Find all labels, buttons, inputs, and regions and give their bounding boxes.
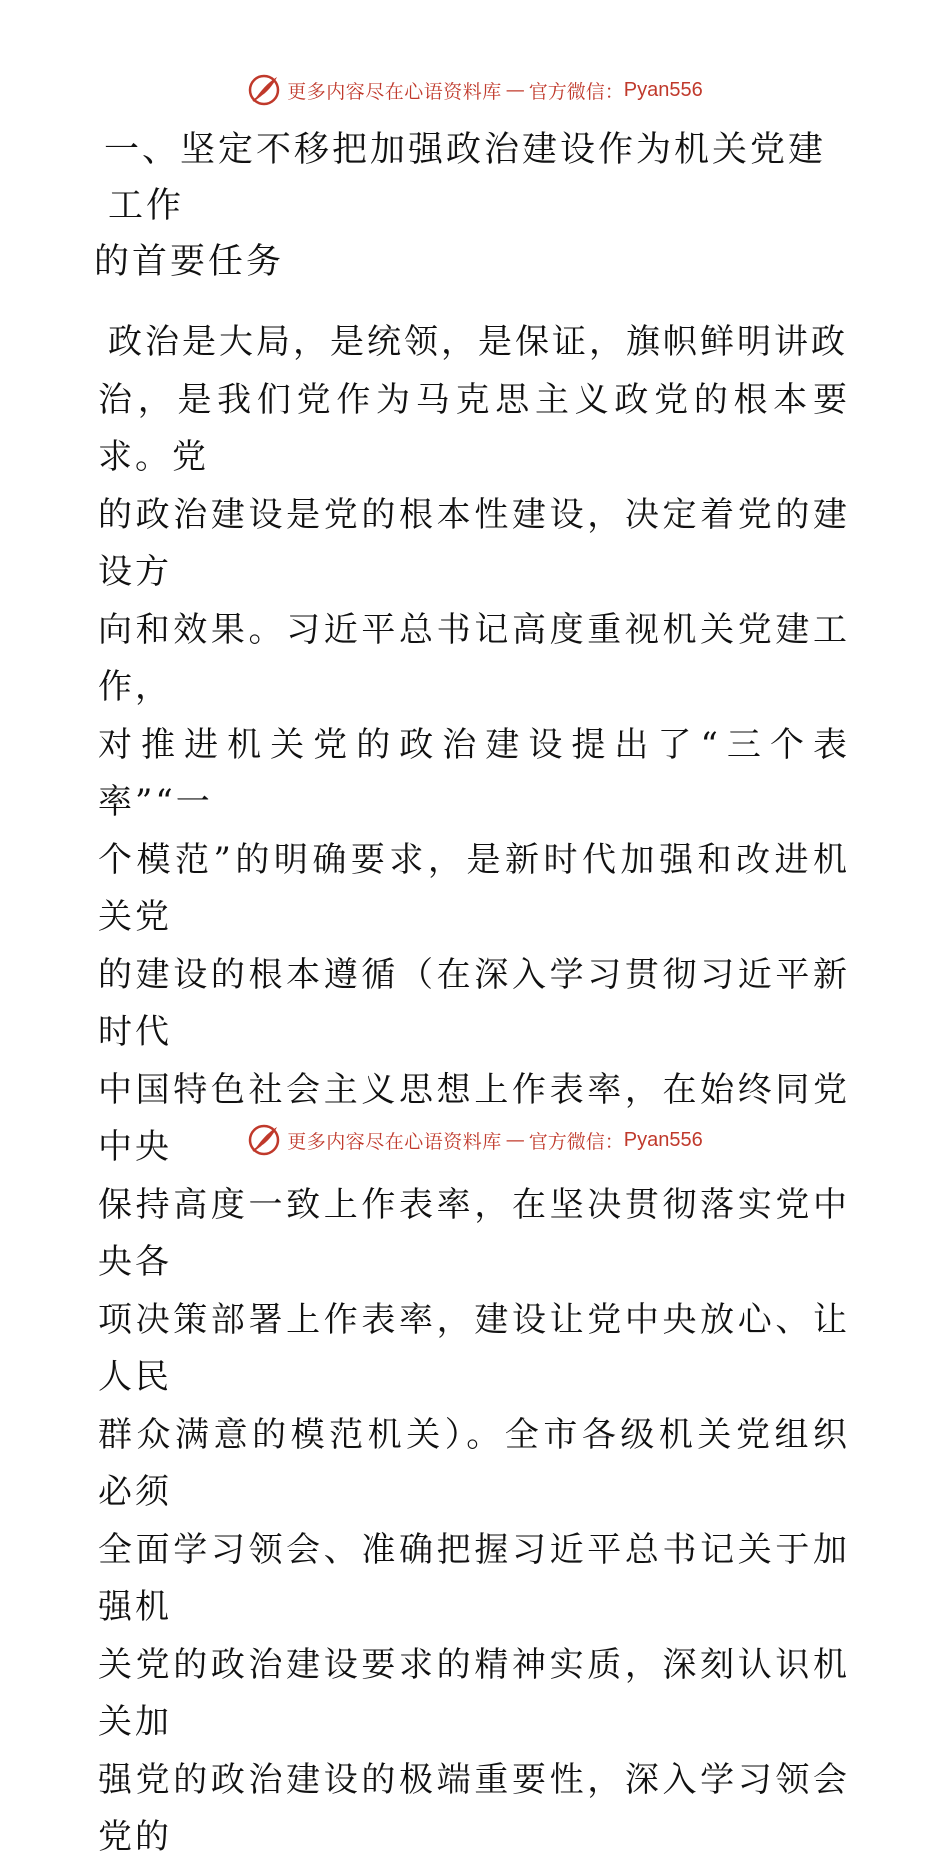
document-body — [94, 122, 850, 1867]
watermark-header — [0, 70, 950, 110]
section-heading — [94, 122, 850, 290]
watermark-label: 官方微信： — [528, 1130, 624, 1153]
watermark-footer — [0, 1120, 950, 1160]
watermark-separator: — — [505, 79, 525, 101]
paragraph-line: 强党的政治建设的极端重要性，深入学习领会党的 — [98, 1759, 850, 1857]
paragraph-line: 项决策部署上作表率，建设让党中央放心、让人民 — [98, 1299, 850, 1397]
heading-line-2: 的首要任务 — [94, 242, 285, 282]
paragraph-line: 群众满意的模范机关）。全市各级机关党组织必须 — [98, 1414, 850, 1512]
watermark-text: 更多内容尽在心语资料库 — [287, 80, 502, 103]
paragraph-line: 全面学习领会、准确把握习近平总书记关于加强机 — [98, 1529, 850, 1627]
watermark-separator: — — [505, 1129, 525, 1151]
watermark-label: 官方微信： — [528, 80, 624, 103]
paragraph-line: 对推进机关党的政治建设提出了“三个表率”“一 — [98, 724, 850, 822]
paragraph-line: 的政治建设是党的根本性建设，决定着党的建设方 — [98, 494, 850, 592]
feather-pen-logo-icon — [247, 1123, 281, 1157]
feather-pen-logo-icon — [247, 73, 281, 107]
heading-line-1: 一、坚定不移把加强政治建设作为机关党建工作 — [104, 130, 827, 226]
paragraph-line: 的建设的根本遵循（在深入学习贯彻习近平新时代 — [98, 954, 850, 1052]
paragraph-line: 中国特色社会主义思想上作表率，在始终同党中央 — [98, 1069, 850, 1167]
paragraph-line: 治，是我们党作为马克思主义政党的根本要求。党 — [98, 379, 850, 477]
paragraph-line: 政治是大局，是统领，是保证，旗帜鲜明讲政 — [108, 322, 848, 362]
paragraph-line: 关党的政治建设要求的精神实质，深刻认识机关加 — [98, 1644, 850, 1742]
watermark-wechat-id: Pyan556 — [623, 1128, 703, 1151]
paragraph-line: 个模范”的明确要求，是新时代加强和改进机关党 — [98, 839, 850, 937]
watermark-wechat-id: Pyan556 — [623, 78, 703, 101]
paragraph-line: 保持高度一致上作表率，在坚决贯彻落实党中央各 — [98, 1184, 850, 1282]
paragraph-line: 向和效果。习近平总书记高度重视机关党建工作， — [98, 609, 850, 707]
body-paragraph — [98, 314, 850, 1867]
watermark-text: 更多内容尽在心语资料库 — [287, 1130, 502, 1153]
